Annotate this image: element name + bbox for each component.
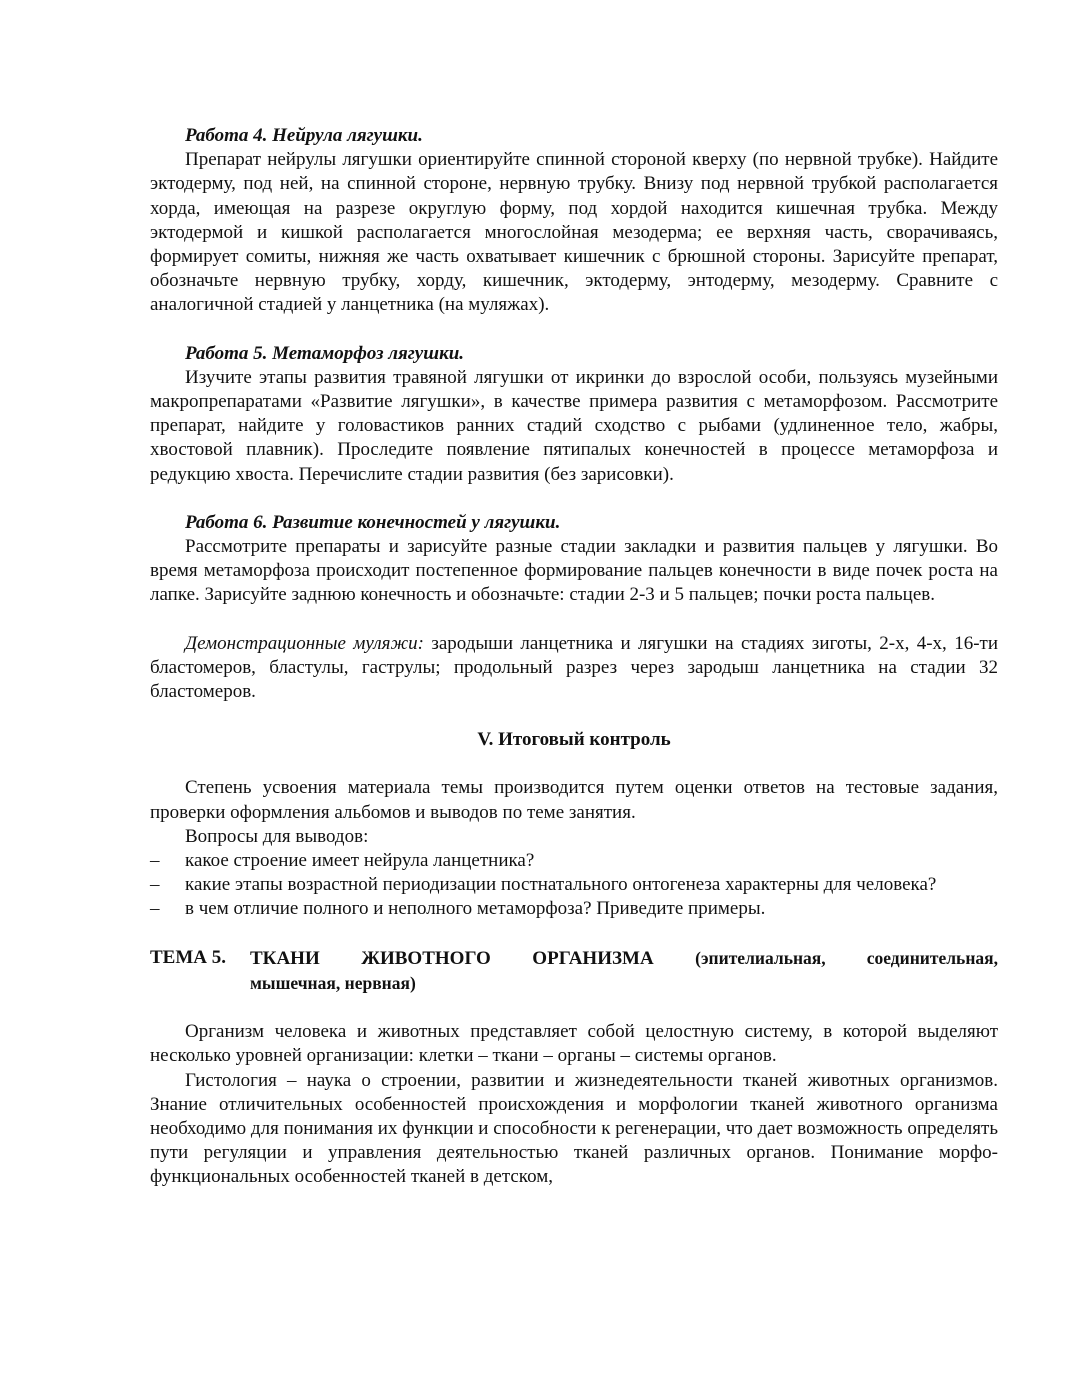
question-item [150,873,998,897]
control-title: V. Итоговый контроль [477,729,671,751]
question-text: какое строение имеет нейрула ланцетника? [185,850,535,872]
question-text: в чем отличие полного и неполного метаморфоза? Приведите примеры. [185,898,766,920]
dash-bullet: – [150,874,160,896]
demo-paragraph [150,632,998,705]
spacer [150,922,998,946]
theme-heading [150,946,998,971]
theme-label: ТЕМА 5. [150,946,226,968]
work5-text: Изучите этапы развития травяной лягушки от икринки до взрослой особи, пользуясь музейными макропрепаратами «Развитие лягушки», в качестве примера развития с метаморфозом. Рассмотрите препарат, найдите у головастиков ранних стадий сходство с рыбами (удлиненное тело, жабры, хвостовой плавник). Проследите появление пятипалых конечностей в процессе метаморфоза и редукцию хвоста. Перечислите стадии развития (без зарисовки). [150,366,998,485]
work6-title: Работа 6. Развитие конечностей у лягушки. [185,511,561,533]
document-page [150,124,998,1190]
work5-title: Работа 5. Метаморфоз лягушки. [185,342,465,364]
dash-bullet: – [150,850,160,872]
spacer [150,487,998,511]
demo-label: Демонстрационные муляжи: [185,632,424,654]
theme-title: ТКАНИ ЖИВОТНОГО ОРГАНИЗМА [250,947,654,969]
questions-label: Вопросы для выводов: [185,825,369,847]
theme-para1: Организм человека и животных представляет собой целостную систему, в которой выделяют несколько уровней организации: клетки – ткани – органы – системы органов. [150,1021,998,1067]
spacer [150,704,998,728]
work6-text: Рассмотрите препараты и зарисуйте разные стадии закладки и развития пальцев у лягушки. Во время метаморфоза происходит постепенное формирование пальцев конечности в виде почек роста на лапке. Зарисуйте заднюю конечность и обозначьте: стадии 2-3 и 5 пальцев; почки роста пальцев. [150,536,998,606]
control-text: Степень усвоения материала темы производится путем оценки ответов на тестовые задания, проверки оформления альбомов и выводов по теме занятия. [150,777,998,823]
spacer [150,318,998,342]
question-item [150,897,998,921]
question-text: какие этапы возрастной периодизации постнатального онтогенеза характерны для человека? [185,874,937,896]
dash-bullet: – [150,898,160,920]
spacer [150,608,998,632]
question-item [150,849,998,873]
theme-subtitle-line [150,971,998,996]
theme-subtitle-1: (эпителиальная, соединительная, [695,947,998,968]
work4-text: Препарат нейрулы лягушки ориентируйте спинной стороной кверху (по нервной трубке). Найдите эктодерму, под ней, на спинной стороне, нервную трубку. Внизу под нервной трубкой располагается хорда, имеющая на разрезе округлую форму, под хордой находится кишечная трубка. Между эктодермой и кишкой располагается многослойная мезодерма; ее верхняя часть, сворачиваясь, формирует сомиты, нижняя же часть охватывает кишечник с брюшной стороны. Зарисуйте препарат, обозначьте нервную трубку, хорду, кишечник, эктодерму, энтодерму, мезодерму. Сравните с аналогичной стадией у ланцетника (на муляжах). [150,149,998,316]
theme-para2: Гистология – наука о строении, развитии и жизнедеятельности тканей животных организмов. Знание отличительных особенностей происхождения и морфологии тканей животного организма необходимо для понимания их функции и способности к регенерации, что дает возможность определять пути регуляции и управления деятельностью тканей различных органов. Понимание морфо-функциональных особенностей тканей в детском, [150,1069,998,1188]
demo-text: зародыши ланцетника и лягушки на стадиях зиготы, 2-х, 4-х, 16-ти бластомеров, бластулы, гаструлы; продольный разрез через зародыш ланцетника на стадии 32 бластомеров. [150,632,998,703]
theme-title-line [250,946,998,971]
spacer [150,996,998,1020]
spacer [150,752,998,776]
theme-subtitle-2: мышечная, нервная) [250,972,416,993]
work4-title: Работа 4. Нейрула лягушки. [185,125,423,146]
